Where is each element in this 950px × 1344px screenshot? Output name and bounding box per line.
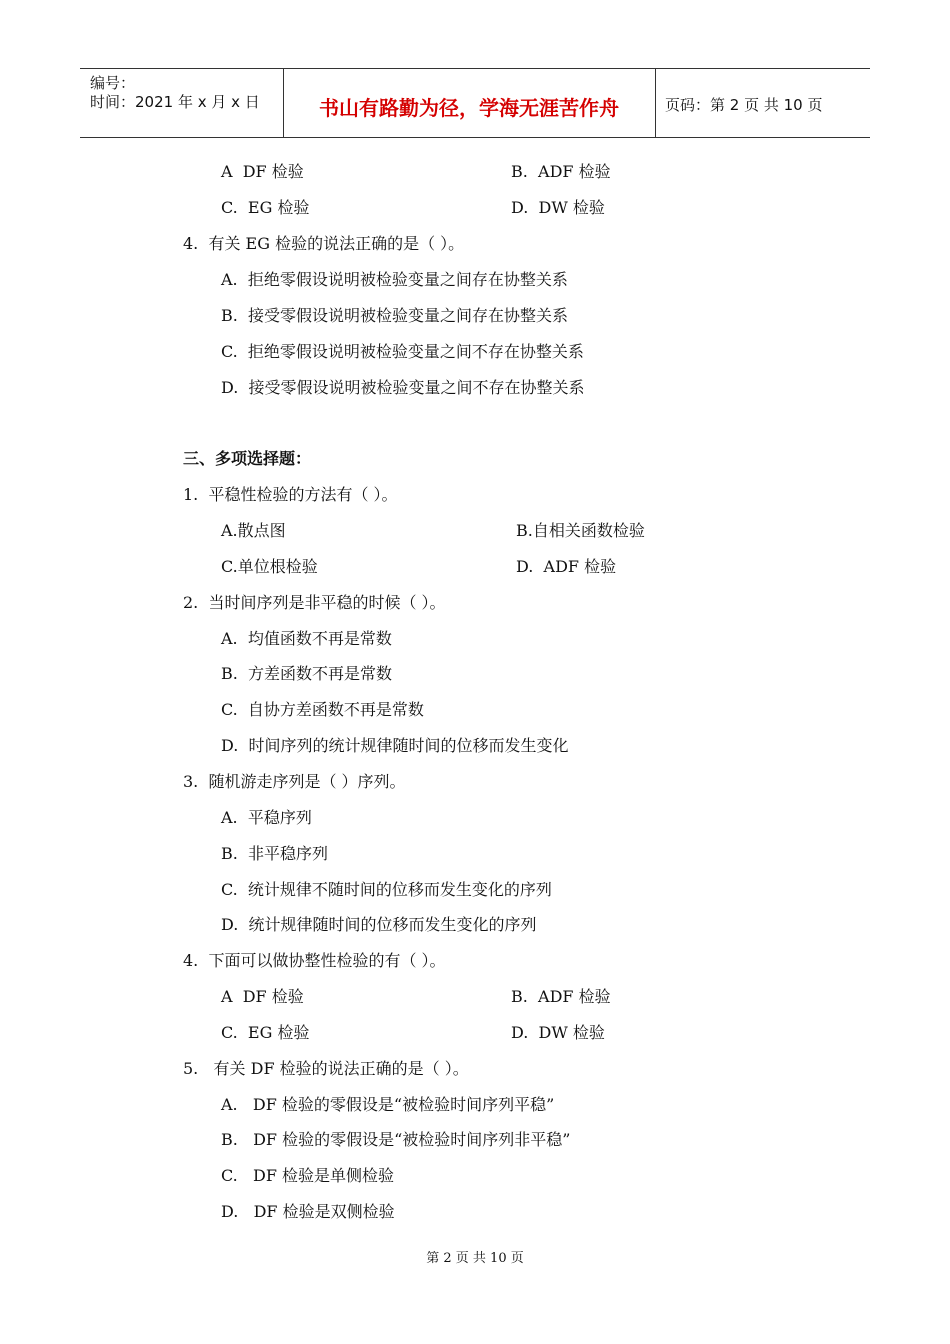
- option-d: D. DW 检验: [511, 198, 605, 217]
- option-b: B.自相关函数检验: [516, 521, 645, 540]
- question-stem: 5. 有关 DF 检验的说法正确的是（ ）。: [183, 1059, 469, 1078]
- option-b: B. DF 检验的零假设是“被检验时间序列非平稳”: [221, 1130, 571, 1149]
- option-c: C. DF 检验是单侧检验: [221, 1166, 395, 1185]
- serial-label: 编号：: [90, 74, 136, 92]
- option-a: A. DF 检验的零假设是“被检验时间序列平稳”: [221, 1095, 555, 1114]
- option-d: D. 时间序列的统计规律随时间的位移而发生变化: [221, 736, 569, 755]
- option-d: D. 接受零假设说明被检验变量之间不存在协整关系: [221, 378, 585, 397]
- option-b: B. 接受零假设说明被检验变量之间存在协整关系: [221, 306, 569, 325]
- option-a: A. 拒绝零假设说明被检验变量之间存在协整关系: [221, 270, 568, 289]
- header-page-info: 页码：第 2 页 共 10 页: [665, 96, 823, 114]
- option-d: D. DF 检验是双侧检验: [221, 1202, 395, 1221]
- option-d: D. 统计规律随时间的位移而发生变化的序列: [221, 915, 537, 934]
- option-c: C. 自协方差函数不再是常数: [221, 700, 424, 719]
- section-title: 三、多项选择题：: [183, 449, 312, 468]
- question-stem: 1. 平稳性检验的方法有（ ）。: [183, 485, 398, 504]
- option-c: C. 拒绝零假设说明被检验变量之间不存在协整关系: [221, 342, 584, 361]
- question-stem: 3. 随机游走序列是（ ）序列。: [183, 772, 406, 791]
- question-stem: 2. 当时间序列是非平稳的时候（ ）。: [183, 593, 446, 612]
- option-a: A DF 检验: [221, 987, 304, 1006]
- option-a: A. 平稳序列: [221, 808, 312, 827]
- motto: 书山有路勤为径，学海无涯苦作舟: [319, 96, 619, 120]
- header-meta: [80, 69, 284, 137]
- header-motto-cell: [283, 69, 656, 137]
- question-stem: 4. 有关 EG 检验的说法正确的是（ ）。: [183, 234, 465, 253]
- option-a: A.散点图: [221, 521, 286, 540]
- option-c: C. EG 检验: [221, 198, 310, 217]
- page-header: [80, 68, 870, 138]
- option-d: D. ADF 检验: [516, 557, 617, 576]
- option-a: A DF 检验: [221, 162, 304, 181]
- option-d: D. DW 检验: [511, 1023, 605, 1042]
- option-c: C.单位根检验: [221, 557, 318, 576]
- header-page-cell: [655, 69, 870, 137]
- date-label: 时间：2021 年 x 月 x 日: [90, 93, 260, 111]
- option-a: A. 均值函数不再是常数: [221, 629, 392, 648]
- option-b: B. ADF 检验: [511, 162, 611, 181]
- question-stem: 4. 下面可以做协整性检验的有（ ）。: [183, 951, 446, 970]
- page-footer: 第 2 页 共 10 页: [426, 1251, 524, 1266]
- option-c: C. EG 检验: [221, 1023, 310, 1042]
- option-b: B. ADF 检验: [511, 987, 611, 1006]
- option-b: B. 非平稳序列: [221, 844, 329, 863]
- option-c: C. 统计规律不随时间的位移而发生变化的序列: [221, 880, 552, 899]
- option-b: B. 方差函数不再是常数: [221, 664, 393, 683]
